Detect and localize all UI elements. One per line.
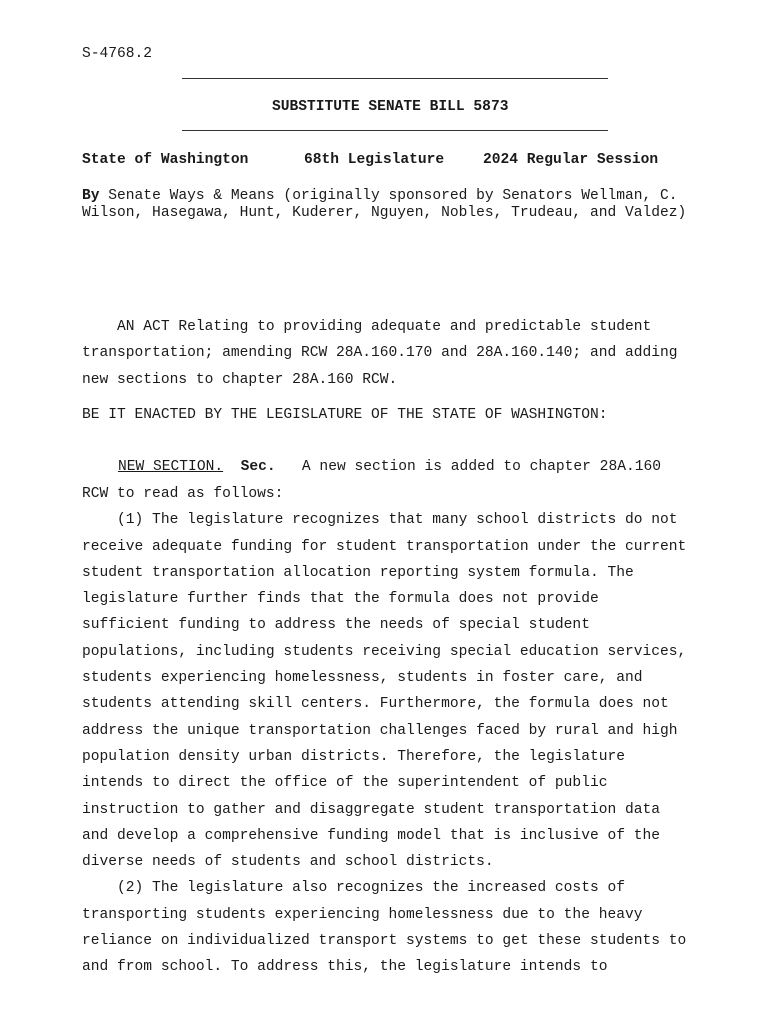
section-intro-line-2: RCW to read as follows:	[82, 486, 284, 502]
title-rule-bottom	[182, 130, 608, 131]
body-line: intends to direct the office of the superintendent of public	[82, 775, 608, 792]
body-line: transporting students experiencing homelessness due to the heavy	[82, 906, 643, 923]
body-line: reliance on individualized transport systems to get these students to	[82, 933, 687, 950]
body-line: diverse needs of students and school districts.	[82, 854, 494, 871]
sponsors-line-1	[82, 188, 678, 204]
act-line: AN ACT Relating to providing adequate and predictable student	[82, 319, 652, 335]
body-line: receive adequate funding for student transportation under the current	[82, 538, 687, 555]
body-line: students experiencing homelessness, students in foster care, and	[82, 670, 643, 687]
body-line: populations, including students receiving special education services,	[82, 643, 687, 660]
new-section-label: NEW SECTION.	[118, 459, 224, 475]
legislature-label: 68th Legislature	[304, 152, 445, 168]
section-intro: A new section is added to chapter 28A.160	[301, 459, 661, 475]
title-rule-top	[182, 78, 608, 79]
sponsors-line-2: Wilson, Hasegawa, Hunt, Kuderer, Nguyen, Nobles, Trudeau, and Valdez)	[82, 205, 687, 221]
sponsors-text-1: Senate Ways & Means (originally sponsored by Senators Wellman, C.	[108, 188, 678, 204]
section-heading	[118, 459, 661, 475]
body-line: (2) The legislature also recognizes the increased costs of	[82, 880, 625, 897]
body-line: legislature further finds that the formula does not provide	[82, 591, 599, 608]
body-line: student transportation allocation reporting system formula. The	[82, 564, 634, 581]
act-line: new sections to chapter 28A.160 RCW.	[82, 371, 398, 388]
body-line: population density urban districts. Therefore, the legislature	[82, 748, 625, 765]
session-label: 2024 Regular Session	[483, 152, 659, 168]
document-code: S-4768.2	[82, 46, 153, 62]
act-title-paragraph	[82, 314, 722, 393]
body-line: (1) The legislature recognizes that many school districts do not	[82, 512, 678, 529]
body-line: instruction to gather and disaggregate student transportation data	[82, 801, 661, 818]
body-line: students attending skill centers. Furthermore, the formula does not	[82, 696, 669, 713]
bill-title: SUBSTITUTE SENATE BILL 5873	[272, 99, 509, 115]
body-line: sufficient funding to address the needs of special student	[82, 617, 590, 634]
by-label: By	[82, 188, 100, 204]
body-line: and from school. To address this, the legislature intends to	[82, 959, 608, 976]
enacting-clause: BE IT ENACTED BY THE LEGISLATURE OF THE STATE OF WASHINGTON:	[82, 407, 608, 423]
sec-label: Sec.	[240, 459, 276, 475]
section-body	[82, 481, 722, 981]
body-line: address the unique transportation challenges faced by rural and high	[82, 722, 678, 739]
body-line: and develop a comprehensive funding model that is inclusive of the	[82, 827, 661, 844]
act-line: transportation; amending RCW 28A.160.170 and 28A.160.140; and adding	[82, 345, 678, 362]
state-label: State of Washington	[82, 152, 249, 168]
